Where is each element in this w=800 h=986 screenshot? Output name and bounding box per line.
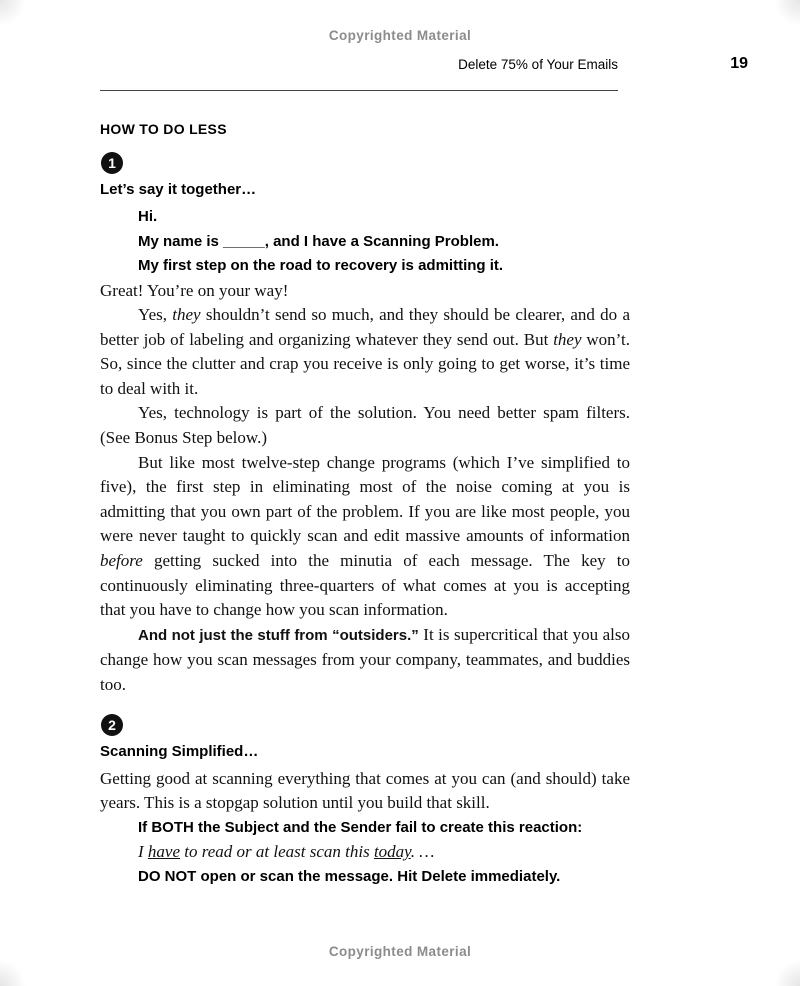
step-2-title: Scanning Simplified…	[100, 742, 259, 760]
text-segment: shouldn’t send so much, and they should be clearer, and do a better job of labeling and organizing whatever they send out. But	[100, 305, 630, 349]
paragraph-twelve-step	[100, 451, 630, 623]
action-bold-line: DO NOT open or scan the message. Hit Delete immediately.	[138, 867, 561, 885]
paragraph-outsiders	[100, 623, 630, 698]
page-content	[100, 121, 630, 889]
paragraph-great: Great! You’re on your way!	[100, 280, 289, 300]
text-segment: getting sucked into the minutia of each message. The key to continuously eliminating three-quarters of what comes at you is accepting that you have to change how you scan information.	[100, 551, 630, 620]
bold-lead-outsiders: And not just the stuff from “outsiders.”	[138, 626, 419, 644]
text-segment: It is supercritical that you also change how you scan messages from your company, teammates, and buddies too.	[100, 624, 630, 694]
rule-bold-line: If BOTH the Subject and the Sender fail to create this reaction:	[138, 818, 583, 836]
copyright-watermark-top: Copyrighted Material	[328, 28, 472, 43]
copyright-watermark-bottom: Copyrighted Material	[328, 944, 472, 959]
mantra-line: My first step on the road to recovery is admitting it.	[138, 257, 504, 274]
italic-they: they	[172, 305, 201, 325]
underlined-today: today	[373, 842, 411, 862]
reaction-mantra	[138, 840, 630, 865]
text-segment: . …	[410, 842, 435, 862]
paragraph-they	[100, 303, 630, 401]
text-segment: to read or at least scan this	[180, 842, 374, 862]
text-segment: I	[138, 842, 148, 862]
text-segment: won’t. So, since the clutter and crap you receive is only going to get worse, it’s time to deal with it.	[100, 329, 630, 398]
section-heading: HOW TO DO LESS	[100, 121, 227, 137]
page-number: 19	[730, 55, 748, 72]
italic-they: they	[553, 329, 582, 349]
step-1-mantra	[138, 205, 630, 279]
text-segment: But like most twelve-step change programs (which I’ve simplified to five), the first step in eliminating most of the noise coming at you is admitting that you own part of the problem. If you are like most people, you were never taught to quickly scan and edit massive amounts of information	[100, 452, 630, 546]
step-2-number: 2	[108, 716, 116, 733]
mantra-line: My name is _____, and I have a Scanning Problem.	[138, 232, 499, 250]
step-1-badge	[101, 152, 123, 174]
step-2-badge	[101, 714, 123, 736]
underlined-have: have	[147, 842, 181, 862]
paragraph-technology: Yes, technology is part of the solution. You need better spam filters. (See Bonus Step below.)	[100, 403, 630, 448]
text-segment: Yes,	[138, 305, 173, 325]
paragraph-scanning: Getting good at scanning everything that comes at you can (and should) take years. This is a stopgap solution until you build that skill.	[100, 768, 630, 813]
mantra-line: Hi.	[138, 208, 158, 225]
step-1-title: Let’s say it together…	[100, 181, 257, 198]
header-rule	[100, 90, 618, 91]
italic-before: before	[100, 551, 143, 571]
step-1-number: 1	[108, 155, 116, 171]
chapter-title: Delete 75% of Your Emails	[458, 57, 618, 72]
